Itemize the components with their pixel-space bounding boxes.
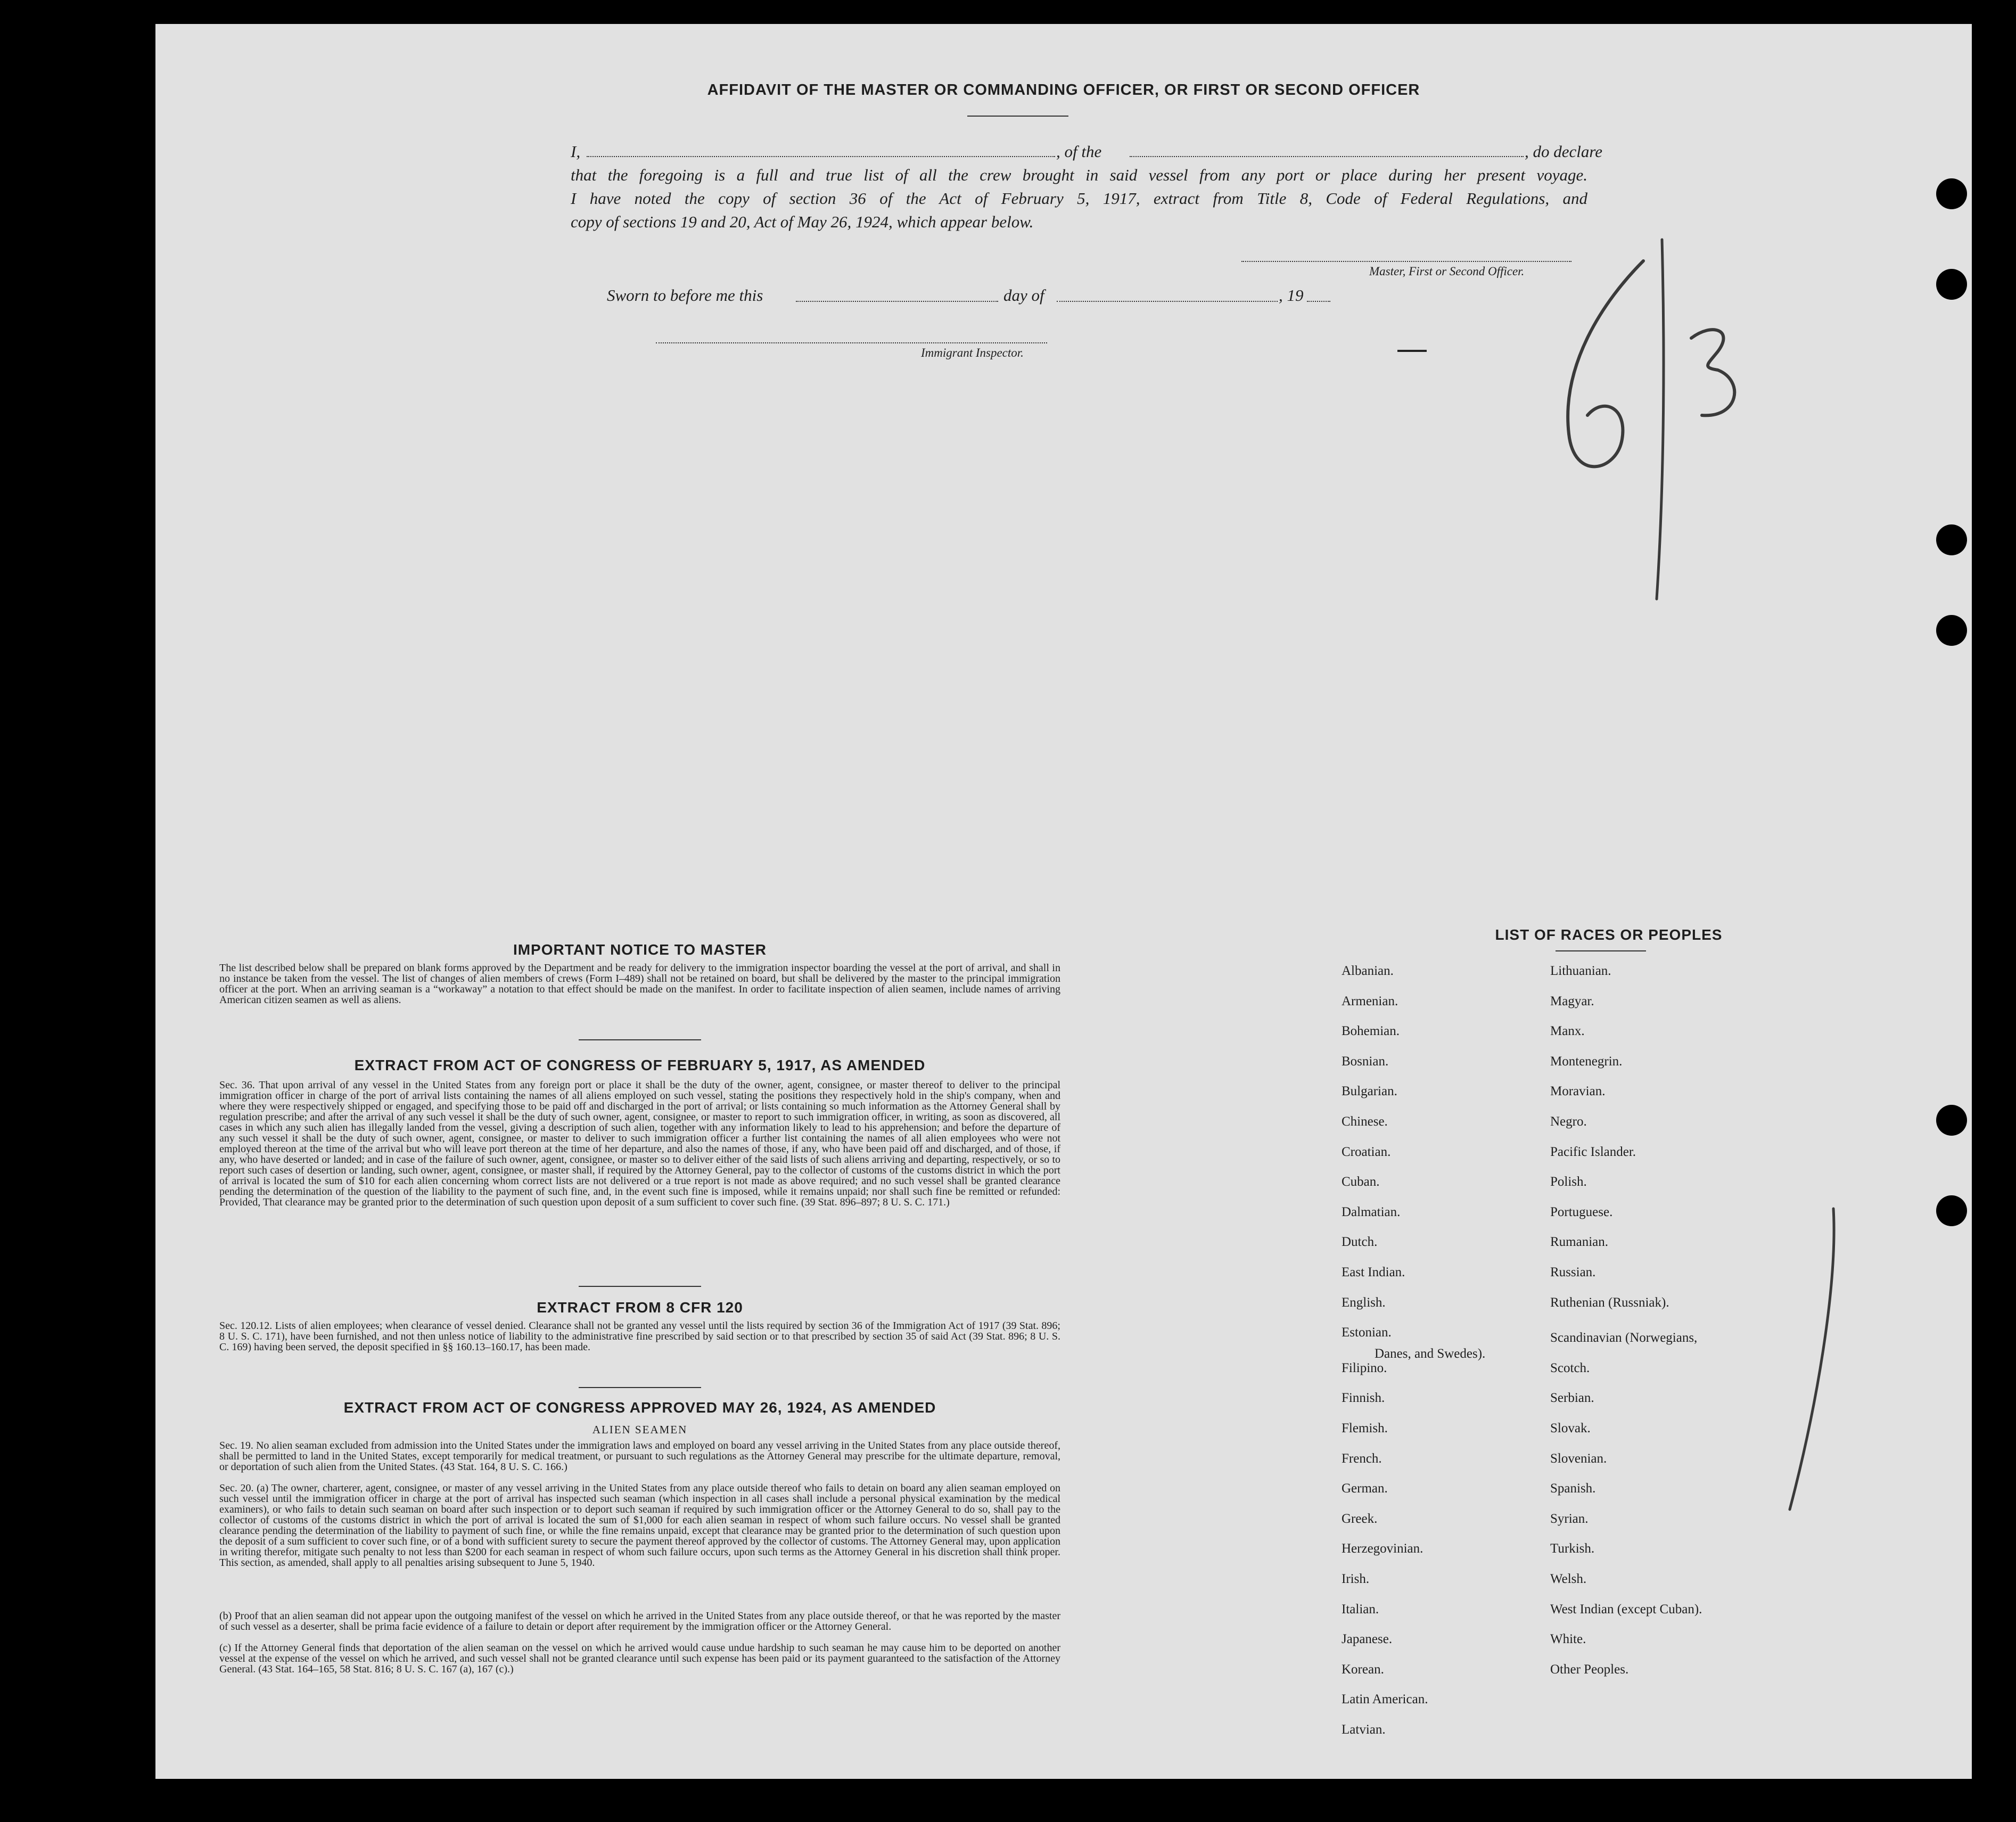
race-item: Syrian.: [1550, 1511, 1589, 1526]
race-item: East Indian.: [1342, 1265, 1405, 1279]
extract-1917-body: Sec. 36. That upon arrival of any vessel in the United States from any foreign port or place it shall be the duty of the owner, agent, consignee, or master thereof to deliver to the principal immigration officer in charge of the port of arrival lists containing the names of all aliens employed on such vessel, stating the positions they respectively hold in the ship's company, when and where they were respectively shipped or engaged, and specifying those to be paid off and discharged in the port of arrival; or lists containing so much information as the Attorney General shall by regulation prescribe; and after the arrival of any such vessel it shall be the duty of such owner, agent, consignee, or master to report to such immigration officer, in writing, as soon as discovered, all cases in which any such alien has illegally landed from the vessel, giving a description of such alien, together with any information likely to lead to his apprehension; and before the departure of any such vessel it shall be the duty of such owner, agent, consignee, or master to deliver to such immigration officer a further list containing the names of all alien employees who were not employed thereon at the time of the arrival but who will leave port thereon at the time of her departure, and also the names of those, if any, who have been paid off and discharged, and of those, if any, who have deserted or landed; and in case of the failure of such owner, agent, consignee, or master so to deliver either of the said lists of such aliens arriving and departing, respectively, or so to report such cases of desertion or landing, such owner, agent, consignee, or master shall, if required by the Attorney General, pay to the collector of customs of the customs district in which the port of arrival is located the sum of $10 for each alien concerning whom correct lists are not delivered or a true report is not made as above required; and no such vessel shall be granted clearance pending the determination of the question of the liability to the payment of such fine, and, in the event such fine is imposed, while it remains unpaid; nor shall such fine be remitted or refunded: Provided, That clearance may be granted prior to the determination of such question upon deposit of a sum sufficient to cover such fine. (39 Stat. 896–897; 8 U. S. C. 171.): [219, 1079, 1060, 1208]
notice-body: The list described below shall be prepared on blank forms approved by the Department and be ready for delivery to the immigration inspector boarding the vessel at the port of arrival, and shall in no instance be taken from the vessel. The list of changes of alien members of crews (Form I–489) shall not be retained on board, but shall be delivered by the master to the principal immigration officer at the port. When an arriving seaman is a “workaway” a notation to that effect should be made on the manifest. In order to facilitate inspection of alien seamen, include names of arriving American citizen seamen as well as aliens.: [219, 962, 1060, 1006]
race-item: Irish.: [1342, 1572, 1370, 1586]
notice-rule: [579, 1039, 701, 1040]
race-item: Welsh.: [1550, 1572, 1587, 1586]
race-item: Portuguese.: [1550, 1204, 1613, 1219]
race-item: Slovenian.: [1550, 1451, 1607, 1466]
race-item: Flemish.: [1342, 1421, 1388, 1435]
race-item: Latin American.: [1342, 1692, 1428, 1707]
extract-cfr-body: Sec. 120.12. Lists of alien employees; when clearance of vessel denied. Clearance shall not be granted any vessel until the lists required by section 36 of the Immigration Act of 1917 (39 Stat. 896; 8 U. S. C. 171), have been furnished, and not then unless notice of liability to the administrative fine prescribed by said section or to that prescribed by section 35 of said Act (39 Stat. 896; 8 U. S. C. 169) having been served, the deposit specified in §§ 160.13–160.17, has been made.: [219, 1320, 1060, 1353]
handwritten-mark-2: 3: [166, 1749, 167, 1750]
race-item: Rumanian.: [1550, 1235, 1609, 1250]
race-item: Korean.: [1342, 1662, 1384, 1677]
race-item: English.: [1342, 1295, 1386, 1310]
race-item: Dalmatian.: [1342, 1204, 1401, 1219]
race-item: Finnish.: [1342, 1391, 1385, 1406]
affidavit-do-declare-label: , do declare: [1525, 142, 1603, 161]
race-item: Scotch.: [1550, 1360, 1590, 1375]
alien-seamen-subtitle: ALIEN SEAMEN: [592, 1423, 688, 1436]
handwritten-slash: [1657, 240, 1664, 599]
year-label: , 19: [1279, 286, 1304, 305]
race-item: Serbian.: [1550, 1391, 1594, 1406]
race-item: Other Peoples.: [1550, 1662, 1629, 1677]
race-item: Herzegovinian.: [1342, 1541, 1423, 1556]
races-title: LIST OF RACES OR PEOPLES: [1495, 926, 1723, 943]
race-item: Japanese.: [1342, 1632, 1393, 1647]
race-item: Polish.: [1550, 1175, 1587, 1189]
affidavit-line-4: copy of sections 19 and 20, Act of May 26, 1924, which appear below.: [571, 212, 1034, 231]
handwritten-digit-three: [1691, 330, 1734, 415]
day-of-label: day of: [1003, 286, 1044, 305]
affidavit-line-2: that the foregoing is a full and true list of all the crew brought in said vessel from any port or place during her present voyage.: [571, 166, 1587, 184]
race-item: Scandinavian (Norwegians,: [1550, 1331, 1698, 1345]
extract-cfr-rule: [579, 1387, 701, 1388]
extract-1924-sec19: Sec. 19. No alien seaman excluded from admission into the United States under the immigration laws and employed on board any vessel arriving in the United States from any place outside thereof, shall be permitted to land in the United States, except temporarily for medical treatment, or pursuant to such regulations as the Attorney General may prescribe for the ultimate departure, removal, or deportation of such alien from the United States. (43 Stat. 164, 8 U. S. C. 166.): [219, 1440, 1060, 1473]
extract-1917-title: EXTRACT FROM ACT OF CONGRESS OF FEBRUARY 5, 1917, AS AMENDED: [354, 1057, 926, 1073]
race-item: Turkish.: [1550, 1541, 1595, 1556]
race-item: Manx.: [1550, 1024, 1585, 1039]
race-item: Croatian.: [1342, 1144, 1391, 1159]
race-item: Montenegrin.: [1550, 1054, 1623, 1069]
race-item: Chinese.: [1342, 1114, 1388, 1129]
document-page: [155, 24, 1972, 1779]
race-item: West Indian (except Cuban).: [1550, 1602, 1702, 1616]
race-item: Filipino.: [1342, 1360, 1387, 1375]
race-item: Dutch.: [1342, 1235, 1378, 1250]
master-caption: Master, First or Second Officer.: [1369, 265, 1525, 278]
race-item: Greek.: [1342, 1511, 1378, 1526]
race-item: Latvian.: [1342, 1722, 1386, 1737]
race-item: Negro.: [1550, 1114, 1587, 1129]
extract-1924-sec20a: Sec. 20. (a) The owner, charterer, agent, consignee, or master of any vessel arriving in the United States from any place outside thereof who fails to detain on board any alien seaman employed on such vessel until the immigration officer in charge at the port of arrival has inspected such seaman (which inspection in all cases shall include a personal physical examination by the medical examiners), or who fails to detain such seaman on board after such inspection or to deport such seaman if required by such immigration officer or the Attorney General to do so, shall pay to the collector of customs of the customs district in which the port of arrival is located the sum of $1,000 for each alien seaman in respect of whom such failure occurs. No vessel shall be granted clearance pending the determination of the liability to payment of such fine, or while the fine remains unpaid, except that clearance may be granted prior to the determination of such question upon the deposit of a sum sufficient to cover such fine, or of a bond with sufficient surety to secure the payment thereof approved by the collector of customs. The Attorney General may, upon application in writing therefor, mitigate such penalty to not less than $200 for each seaman in respect of whom such failure occurs, upon such terms as the Attorney General in his discretion shall think proper. This section, as amended, shall apply to all penalties arising subsequent to June 5, 1940.: [219, 1482, 1060, 1569]
race-item: Slovak.: [1550, 1421, 1591, 1435]
notice-title: IMPORTANT NOTICE TO MASTER: [513, 941, 767, 958]
race-item: Spanish.: [1550, 1481, 1596, 1496]
extract-1917-rule: [579, 1286, 701, 1287]
race-item: White.: [1550, 1632, 1586, 1647]
race-item: Bohemian.: [1342, 1024, 1400, 1039]
extract-1924-sec20b: (b) Proof that an alien seaman did not appear upon the outgoing manifest of the vessel on which he arrived in the United States from any place outside thereof, or that he was reported by the master of such vessel as a deserter, shall be prima facie evidence of a failure to detain or deport after requirement by the immigration officer or the Attorney General.: [219, 1610, 1060, 1632]
race-item: Estonian.: [1342, 1325, 1392, 1340]
race-item: Armenian.: [1342, 994, 1398, 1008]
extract-1924-title: EXTRACT FROM ACT OF CONGRESS APPROVED MAY 26, 1924, AS AMENDED: [343, 1399, 936, 1416]
affidavit-of-the-label: , of the: [1056, 142, 1102, 161]
sworn-label: Sworn to before me this: [607, 286, 763, 305]
handwritten-digit-six: [1568, 261, 1643, 466]
extract-1924-sec20c: (c) If the Attorney General finds that deportation of the alien seaman on the vessel on which he arrived would cause undue hardship to such seaman he may cause him to be deported on another vessel at the expense of the vessel on which he arrived, and such vessel shall not be granted clearance until such expense has been paid or its payment guaranteed to the satisfaction of the Attorney General. (43 Stat. 164–165, 58 Stat. 816; 8 U. S. C. 167 (a), 167 (c).): [219, 1642, 1060, 1675]
race-item: Russian.: [1550, 1265, 1596, 1279]
race-item: Cuban.: [1342, 1175, 1380, 1189]
race-item: Danes, and Swedes).: [1375, 1347, 1486, 1361]
race-item: Ruthenian (Russniak).: [1550, 1295, 1669, 1310]
race-item: Moravian.: [1550, 1084, 1606, 1099]
handwritten-long-stroke: [1790, 1209, 1834, 1509]
race-item: Pacific Islander.: [1550, 1144, 1636, 1159]
race-item: Bulgarian.: [1342, 1084, 1397, 1099]
race-item: German.: [1342, 1481, 1388, 1496]
race-item: French.: [1342, 1451, 1382, 1466]
race-item: Magyar.: [1550, 994, 1594, 1008]
race-item: Italian.: [1342, 1602, 1379, 1616]
race-item: Albanian.: [1342, 964, 1394, 978]
race-item: Lithuanian.: [1550, 964, 1611, 978]
races-title-rule: [1556, 950, 1646, 951]
affidavit-title: AFFIDAVIT OF THE MASTER OR COMMANDING OFFICER, OR FIRST OR SECOND OFFICER: [707, 81, 1420, 99]
affidavit-line-3: I have noted the copy of section 36 of the Act of February 5, 1917, extract from Title 8, Code of Federal Regulations, and: [571, 189, 1587, 208]
inspector-caption: Immigrant Inspector.: [921, 346, 1024, 359]
extract-cfr-title: EXTRACT FROM 8 CFR 120: [537, 1299, 743, 1316]
race-item: Bosnian.: [1342, 1054, 1389, 1069]
affidavit-i-label: I,: [571, 142, 581, 161]
